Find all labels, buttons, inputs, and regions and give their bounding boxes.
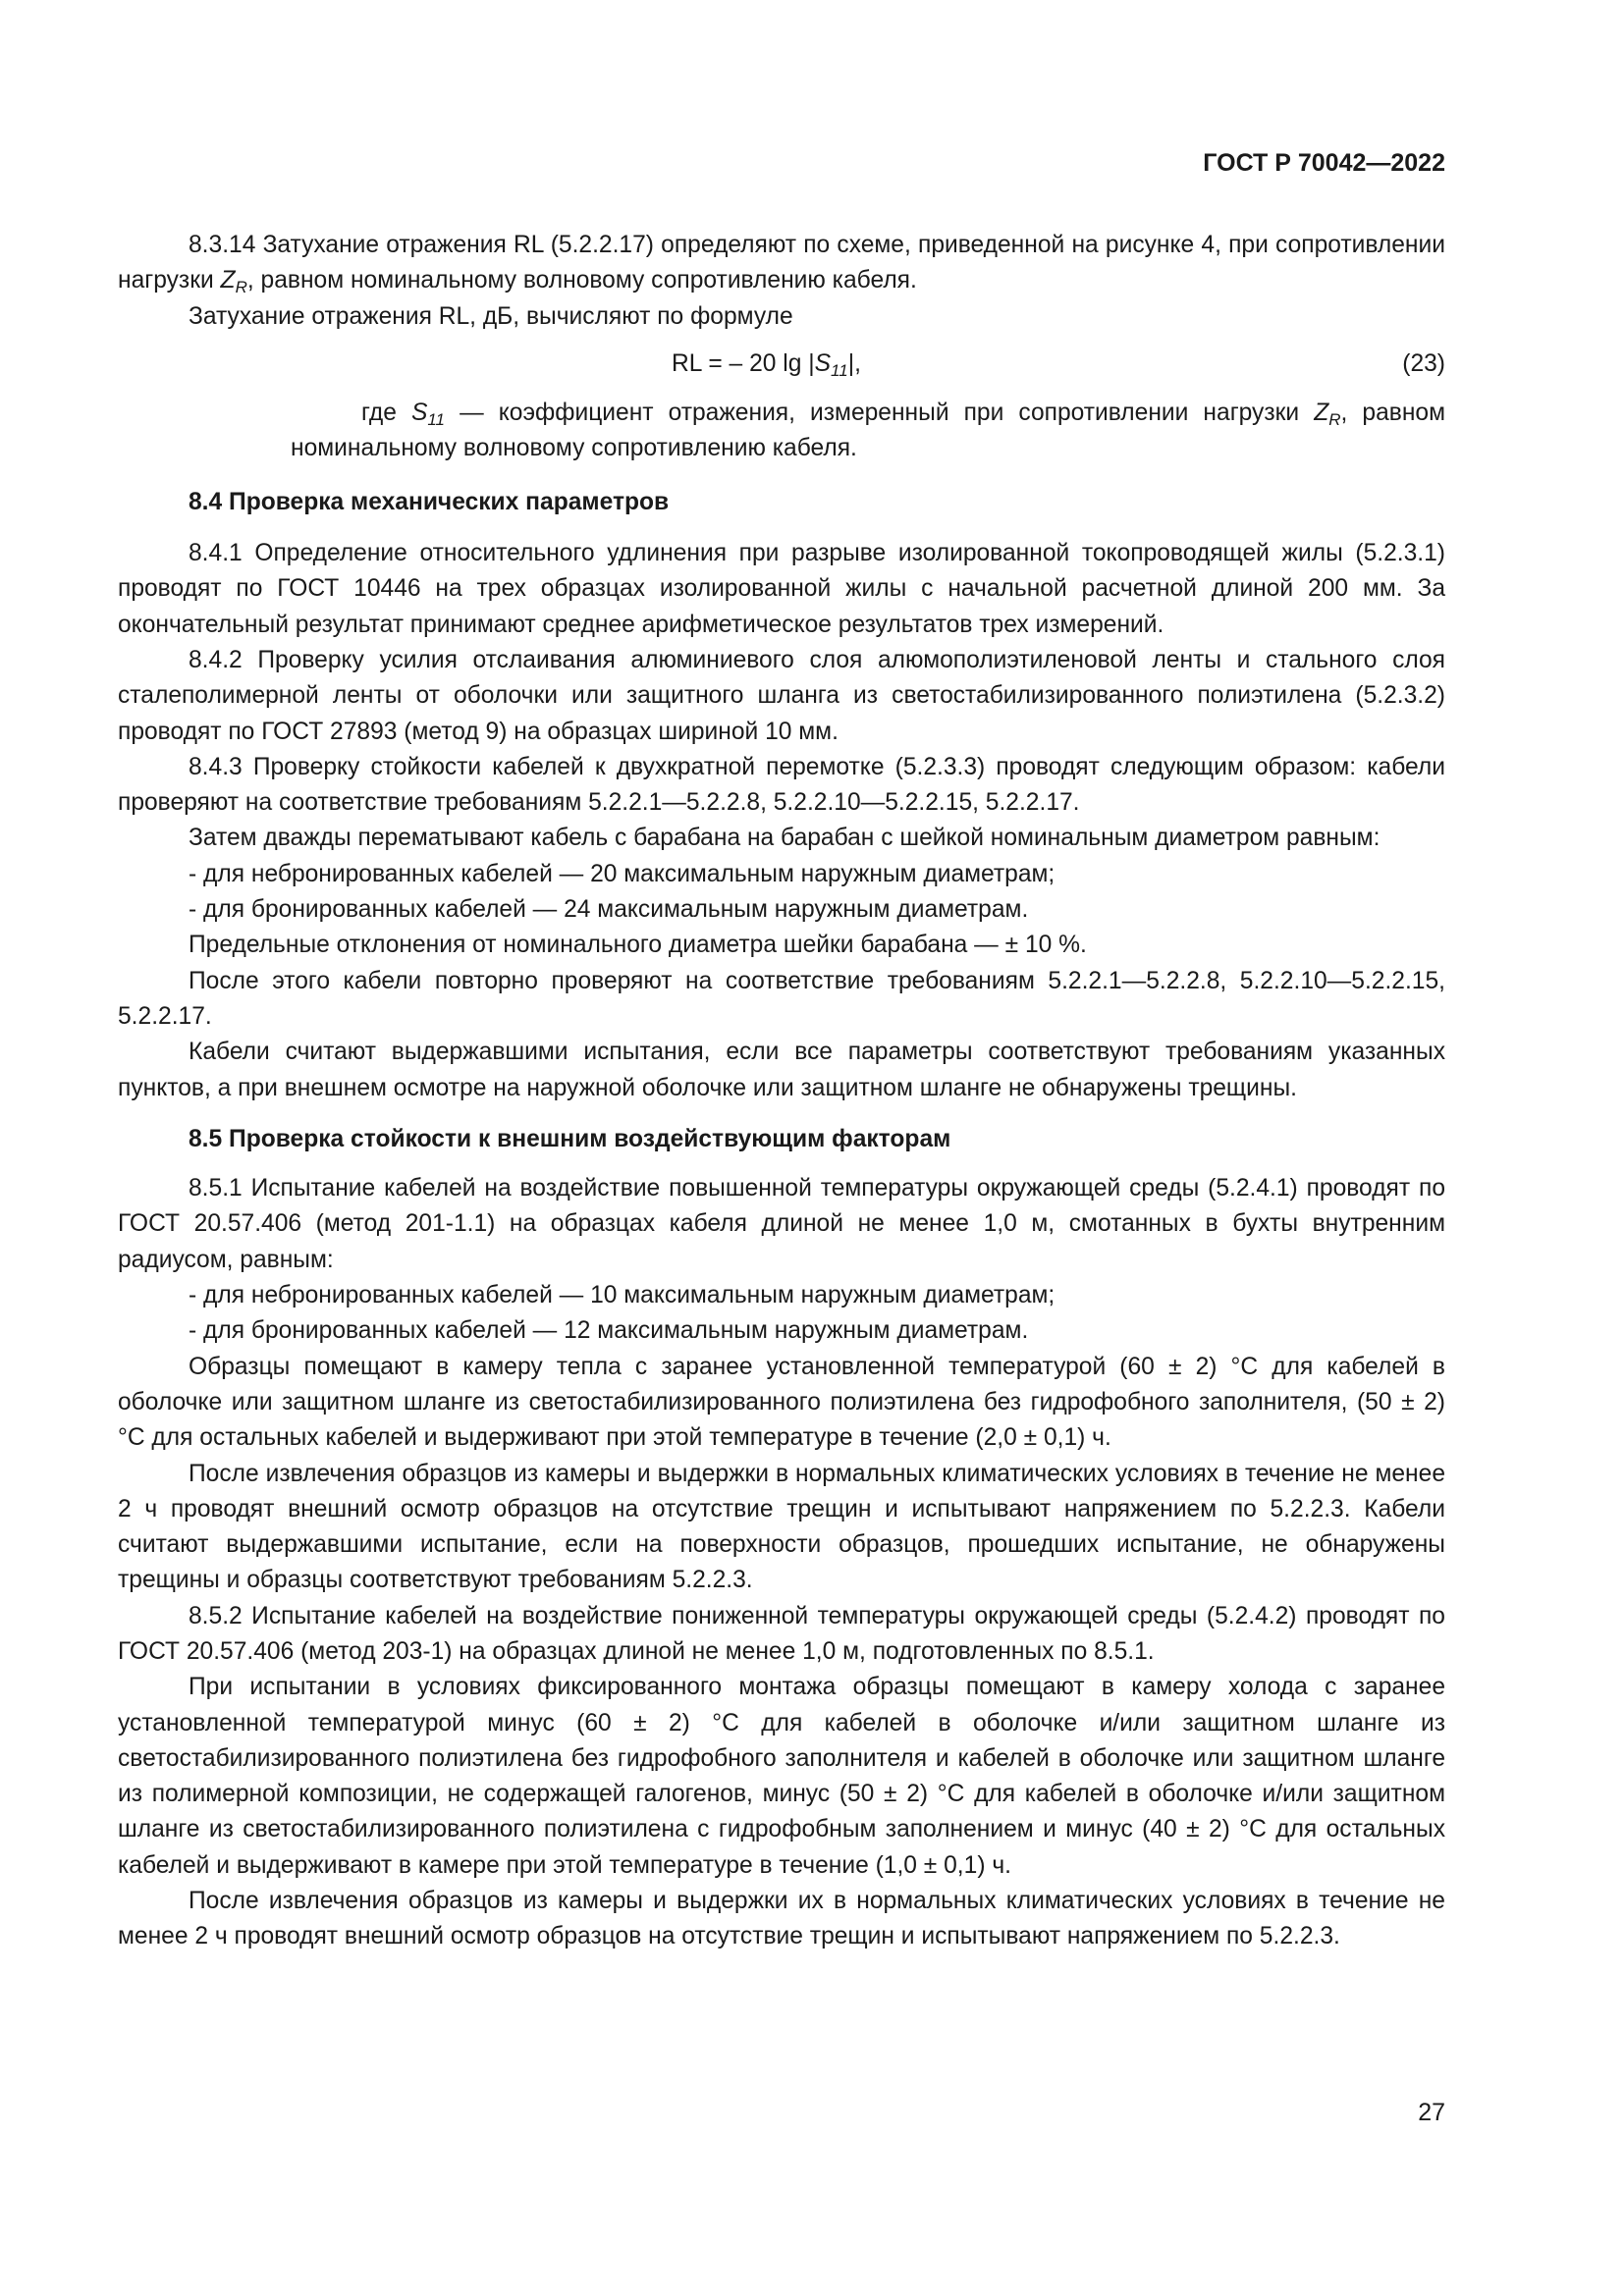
symbol-subscript: R (235, 278, 247, 297)
paragraph-formula-intro: Затухание отражения RL, дБ, вычисляют по формуле (189, 302, 793, 330)
paragraph-cold-chamber: При испытании в условиях фиксированного монтажа образцы помещают в камеру холода с заранее установленной температурой минус (60 ± 2) °С для кабелей в оболочке и/или защитном шланге из светостабилизированного полиэтилена без гидрофобного заполнителя и кабелей в оболочке или защитном шланге из полимерной композиции, не содержащей галогенов, минус (50 ± 2) °С для кабелей в оболочке и/или защитном шланге из светостабилизированного полиэтилена с гидрофобным заполнением и минус (40 ± 2) °С для остальных кабелей и выдерживают в камере при этой температуре в течение (1,0 ± 0,1) ч. (118, 1674, 1445, 1879)
symbol-s11 (410, 400, 446, 430)
paragraph-8-5-2: 8.5.2 Испытание кабелей на воздействие пониженной температуры окружающей среды (5.2.4.2) проводят по ГОСТ 20.57.406 (метод 203-1) на образцах длиной не менее 1,0 м, подготовленных по 8.5.1. (118, 1602, 1445, 1665)
paragraph-deviation: Предельные отклонения от номинального диаметра шейки барабана — ± 10 %. (189, 932, 1087, 959)
page-number: 27 (1418, 2099, 1445, 2126)
list-item: - для бронированных кабелей — 12 максимальным наружным диаметрам. (189, 1317, 1029, 1345)
text-run: 8.3.14 Затухание отражения RL (5.2.2.17) определяют по схеме, приведенной на рисунке 4, при сопротивлении нагрузки (118, 232, 1445, 294)
list-item: - для небронированных кабелей — 20 максимальным наружным диаметрам; (189, 860, 1056, 887)
paragraph-cold-after: После извлечения образцов из камеры и выдержки их в нормальных климатических условиях в течение не менее 2 ч проводят внешний осмотр образцов на отсутствие трещин и испытывают напряжением по 5.2.2.3. (118, 1888, 1445, 1950)
symbol-z (1314, 400, 1341, 430)
text-run: , равном номинальному волновому сопротивлению кабеля. (246, 267, 917, 294)
symbol-s11 (814, 349, 848, 380)
symbol-letter: Z (220, 267, 236, 294)
symbol-subscript: R (1328, 410, 1341, 430)
paragraph-8-4-3: 8.4.3 Проверку стойкости кабелей к двухкратной перемотке (5.2.3.3) проводят следующим образом: кабели проверяют на соответствие требованиям 5.2.2.1—5.2.2.8, 5.2.2.10—5.2.2.15, 5.2.2.17. (118, 753, 1445, 817)
paragraph-pass-criteria: Кабели считают выдержавшими испытания, если все параметры соответствуют требованиям указанных пунктов, а при внешнем осмотре на наружной оболочке или защитном шланге не обнаружены трещины. (118, 1039, 1445, 1101)
document-header-id: ГОСТ Р 70042—2022 (1203, 149, 1445, 177)
text-run: — коэффициент отражения, измеренный при сопротивлении нагрузки (445, 400, 1315, 427)
symbol-letter: S (814, 349, 832, 377)
paragraph-8-4-2: 8.4.2 Проверку усилия отслаивания алюминиевого слоя алюмополиэтиленовой ленты и стального слоя сталеполимерной ленты от оболочки или защитного шланга из светостабилизированного полиэтилена (5.2.3.2) проводят по ГОСТ 27893 (метод 9) на образцах шириной 10 мм. (118, 646, 1445, 745)
text-run: , равном номинальному волновому сопротивлению кабеля. (291, 400, 1445, 462)
formula-where-clause (118, 396, 1445, 467)
list-item: - для небронированных кабелей — 10 максимальным наружным диаметрам; (189, 1282, 1056, 1309)
symbol-letter: Z (1314, 400, 1329, 427)
section-heading-8-4: 8.4 Проверка механических параметров (189, 488, 670, 515)
paragraph-after-rewind: После этого кабели повторно проверяют на соответствие требованиям 5.2.2.1—5.2.2.8, 5.2.2.10—5.2.2.15, 5.2.2.17. (118, 967, 1445, 1030)
formula-23 (118, 347, 1445, 382)
formula-expression (672, 347, 861, 382)
document-body (118, 228, 1445, 1955)
paragraph-heat-chamber: Образцы помещают в камеру тепла с заранее установленной температурой (60 ± 2) °С для кабелей в оболочке или защитном шланге из светостабилизированного полиэтилена без гидрофобного заполнителя, (50 ± 2) °С для остальных кабелей и выдерживают при этой температуре в течение (2,0 ± 0,1) ч. (118, 1353, 1445, 1452)
list-item: - для бронированных кабелей — 24 максимальным наружным диаметрам. (189, 896, 1029, 924)
symbol-subscript: 11 (427, 410, 446, 430)
text-run: где (361, 400, 411, 427)
paragraph-heat-after: После извлечения образцов из камеры и выдержки в нормальных климатических условиях в течение не менее 2 ч проводят внешний осмотр образцов на отсутствие трещин и испытывают напряжением по 5.2.2.3. Кабели считают выдержавшими испытание, если на поверхности образцов, прошедших испытание, не обнаружены трещины и образцы соответствуют требованиям 5.2.2.3. (118, 1460, 1445, 1594)
text-run: RL = – 20 lg | (672, 349, 815, 377)
paragraph-8-4-1: 8.4.1 Определение относительного удлинения при разрыве изолированной токопроводящей жилы (5.2.3.1) проводят по ГОСТ 10446 на трех образцах изолированной жилы с начальной расчетной длиной 200 мм. За окончательный результат принимают среднее арифметическое результатов трех измерений. (118, 540, 1445, 638)
symbol-letter: S (410, 400, 428, 427)
symbol-z (220, 267, 247, 297)
paragraph-rewind: Затем дважды перематывают кабель с барабана на барабан с шейкой номинальным диаметром равным: (189, 825, 1380, 852)
section-heading-8-5: 8.5 Проверка стойкости к внешним воздействующим факторам (189, 1125, 951, 1152)
text-run: |, (847, 349, 861, 377)
formula-number: (23) (1402, 349, 1445, 377)
paragraph-8-3-14 (118, 228, 1445, 299)
symbol-subscript: 11 (831, 360, 848, 380)
paragraph-8-5-1: 8.5.1 Испытание кабелей на воздействие повышенной температуры окружающей среды (5.2.4.1) проводят по ГОСТ 20.57.406 (метод 201-1.1) на образцах кабеля длиной не менее 1,0 м, смотанных в бухты внутренним радиусом, равным: (118, 1175, 1445, 1273)
